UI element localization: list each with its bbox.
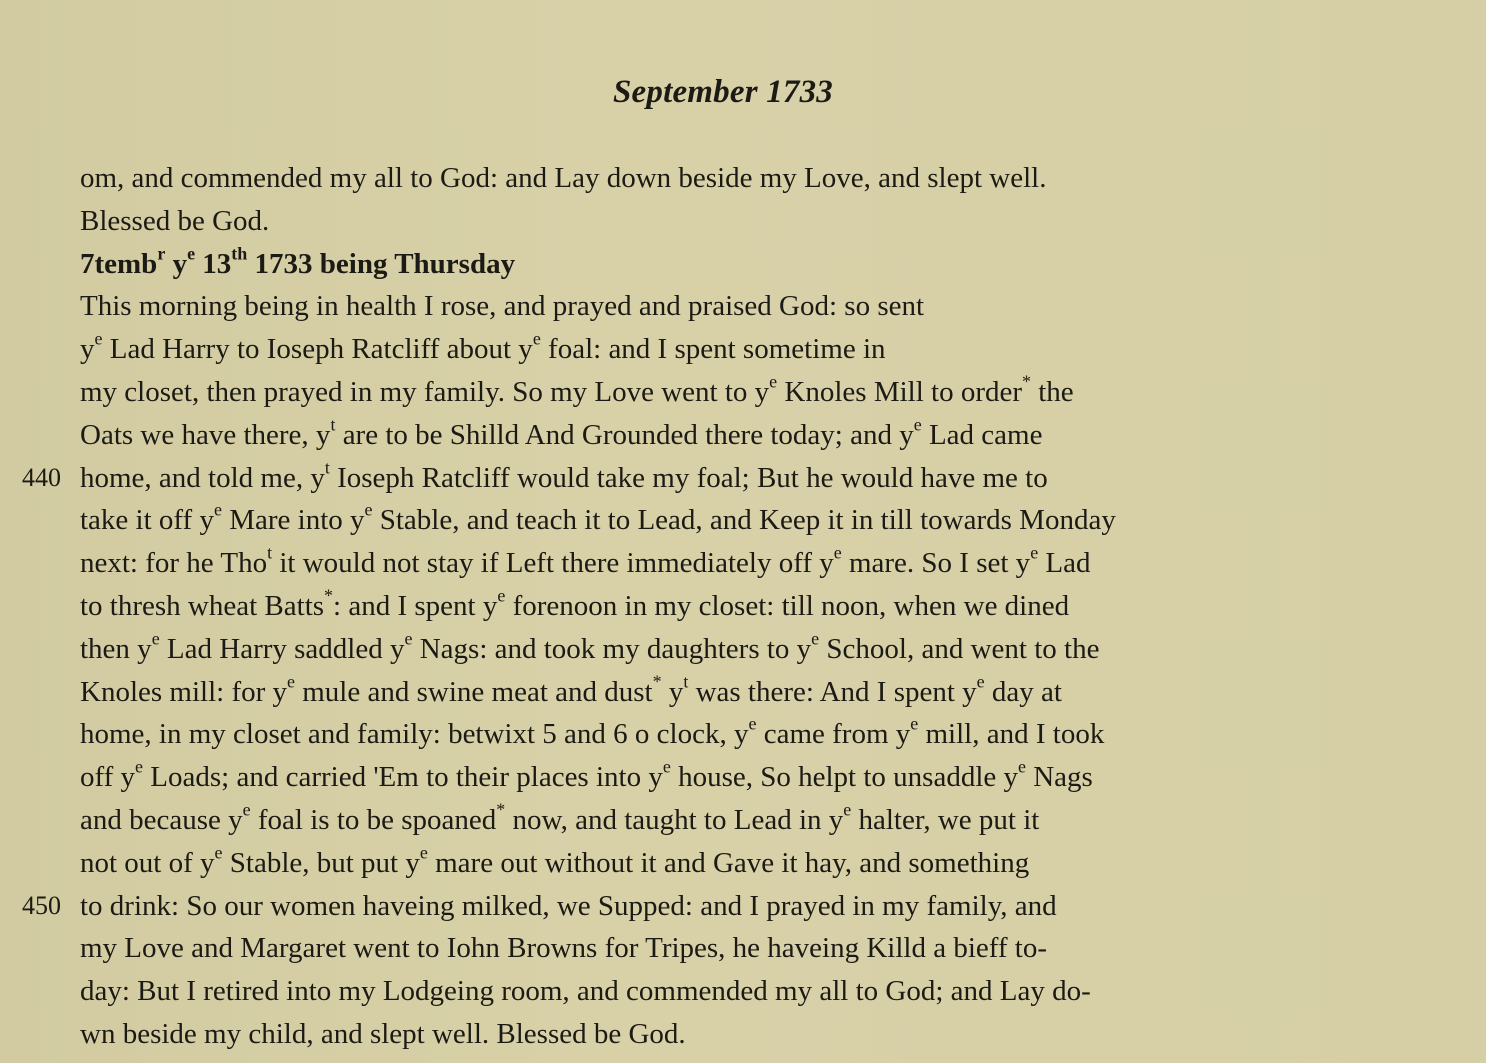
text-segment: : and I spent y (333, 589, 498, 622)
superscript: e (843, 799, 852, 820)
text-segment: wn beside my child, and slept well. Blessed be God. (80, 1017, 686, 1050)
text-line (80, 328, 1260, 371)
text-segment: 1733 being Thursday (247, 247, 516, 280)
text-segment: not out of y (80, 846, 215, 879)
text-line (80, 285, 1260, 328)
text-line (80, 628, 1260, 671)
superscript: e (187, 243, 196, 264)
line-number: 450 (22, 890, 61, 920)
text-line (80, 200, 1260, 243)
superscript: * (324, 585, 334, 606)
text-segment: Lad Harry to Ioseph Ratcliff about y (102, 333, 533, 366)
superscript: t (324, 457, 330, 478)
superscript: e (748, 713, 757, 734)
superscript: t (683, 671, 689, 692)
text-segment: and because y (80, 803, 243, 836)
text-segment: house, So helpt to unsaddle y (670, 761, 1018, 794)
text-segment: Nags (1025, 761, 1093, 794)
text-segment: to drink: So our women haveing milked, we Supped: and I prayed in my family, and (80, 889, 1057, 922)
line-number: 440 (22, 462, 61, 492)
text-line (80, 542, 1260, 585)
superscript: e (1030, 542, 1039, 563)
text-segment: Mare into y (221, 504, 365, 537)
superscript: e (769, 371, 778, 392)
superscript: t (267, 542, 273, 563)
text-segment: home, in my closet and family: betwixt 5 and 6 o clock, y (80, 718, 749, 751)
text-segment: foal: and I spent sometime in (540, 333, 886, 366)
superscript: e (364, 499, 373, 520)
page-title: September 1733 (612, 74, 834, 110)
superscript: r (157, 243, 166, 264)
superscript: e (976, 671, 985, 692)
text-segment: now, and taught to Lead in y (505, 803, 844, 836)
text-segment: mule and swine meat and dust (295, 675, 653, 708)
text-line (80, 927, 1260, 970)
text-segment: School, and went to the (819, 632, 1100, 665)
text-segment: Loads; and carried 'Em to their places into y (143, 761, 663, 794)
text-segment: it would not stay if Left there immediately off y (272, 547, 834, 580)
superscript: e (213, 499, 222, 520)
text-segment: next: for he Tho (80, 547, 268, 580)
text-line (80, 799, 1260, 842)
superscript: * (496, 799, 506, 820)
superscript: e (910, 713, 919, 734)
text-segment: was there: And I spent y (688, 675, 977, 708)
text-segment: my closet, then prayed in my family. So my Love went to y (80, 375, 770, 408)
text-segment: my Love and Margaret went to Iohn Browns for Tripes, he haveing Killd a bieff to- (80, 932, 1048, 965)
text-segment: This morning being in health I rose, and prayed and praised God: so sent (80, 290, 925, 323)
superscript: e (94, 328, 103, 349)
text-line (80, 842, 1260, 885)
text-line (80, 414, 1260, 457)
text-segment: mare. So I set y (841, 547, 1031, 580)
text-segment: y (165, 247, 188, 280)
text-segment: mare out without it and Gave it hay, and something (427, 846, 1030, 879)
text-segment: mill, and I took (918, 718, 1105, 751)
text-segment: y (661, 675, 684, 708)
entry-date-heading (80, 243, 1260, 286)
text-line (22, 885, 1260, 928)
superscript: e (532, 328, 541, 349)
text-line (80, 1013, 1260, 1056)
superscript: e (135, 756, 144, 777)
text-segment: take it off y (80, 504, 214, 537)
text-segment: home, and told me, y (80, 461, 325, 494)
text-segment: Nags: and took my daughters to y (412, 632, 812, 665)
text-segment: Lad came (921, 418, 1043, 451)
text-line (80, 157, 1260, 200)
text-line (80, 371, 1260, 414)
superscript: e (214, 842, 223, 863)
superscript: * (1022, 371, 1031, 392)
superscript: e (833, 542, 842, 563)
text-segment: om, and commended my all to God: and Lay down beside my Love, and slept well. (80, 162, 1047, 194)
superscript: e (404, 628, 413, 649)
text-segment: Knoles mill: for y (80, 675, 288, 708)
text-line (80, 756, 1260, 799)
text-segment: Oats we have there, y (80, 418, 331, 451)
text-segment: day at (984, 675, 1062, 708)
text-segment: Ioseph Ratcliff would take my foal; But he would have me to (329, 461, 1048, 494)
text-line (80, 970, 1260, 1013)
superscript: e (913, 414, 922, 435)
superscript: e (497, 585, 506, 606)
text-segment: 13 (195, 247, 232, 280)
superscript: e (811, 628, 820, 649)
superscript: * (652, 671, 662, 692)
text-line (80, 499, 1260, 542)
text-segment: halter, we put it (851, 803, 1040, 836)
superscript: e (242, 799, 251, 820)
diary-text (22, 157, 1260, 1056)
text-segment: Stable, and teach it to Lead, and Keep it in till towards Monday (372, 504, 1116, 537)
text-line (80, 713, 1260, 756)
text-segment: Knoles Mill to order (777, 375, 1023, 408)
superscript: th (231, 243, 248, 264)
text-segment: foal is to be spoaned (250, 803, 497, 836)
text-line (80, 585, 1260, 628)
text-segment: 7temb (80, 247, 158, 280)
text-line (22, 457, 1260, 500)
superscript: e (419, 842, 428, 863)
text-segment: to thresh wheat Batts (80, 589, 325, 622)
text-segment: Lad (1038, 547, 1091, 580)
text-segment: y (80, 333, 95, 366)
text-segment: are to be Shilld And Grounded there today; and y (335, 418, 914, 451)
text-segment: came from y (756, 718, 911, 751)
text-segment: Lad Harry saddled y (159, 632, 405, 665)
text-segment: day: But I retired into my Lodgeing room, and commended my all to God; and Lay do- (80, 975, 1091, 1008)
text-line (80, 671, 1260, 714)
text-segment: the (1031, 375, 1074, 408)
text-segment: forenoon in my closet: till noon, when we dined (505, 589, 1070, 622)
superscript: e (662, 756, 671, 777)
text-segment: Blessed be God. (80, 204, 270, 237)
text-segment: Stable, but put y (222, 846, 420, 879)
superscript: e (1018, 756, 1026, 777)
superscript: e (287, 671, 295, 692)
superscript: t (330, 414, 336, 435)
text-segment: off y (80, 761, 136, 794)
superscript: e (151, 628, 160, 649)
text-segment: then y (80, 632, 152, 665)
